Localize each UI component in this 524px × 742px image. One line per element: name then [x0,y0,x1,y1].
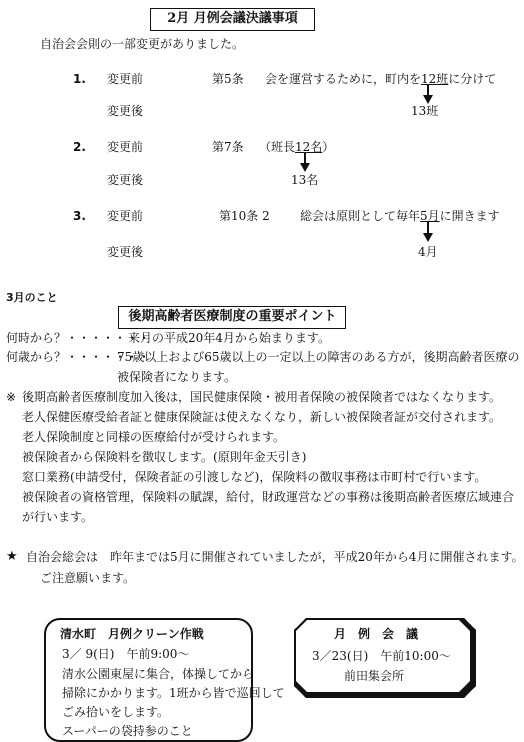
article-label: 第10条 2 [219,209,270,223]
change-number: 3. [73,209,86,223]
section-heading: 3月のこと [6,291,58,304]
note-line: 被保険者から保険料を徴収します。(原則年金天引き) [22,450,307,464]
cleanup-date: 3／ 9(日) 午前9:00～ [62,647,190,661]
text-underlined: 12班 [421,72,449,86]
after-label: 変更後 [107,173,144,187]
arrow-down-icon [300,152,310,172]
star-icon: ★ [6,549,18,564]
meeting-place: 前田集会所 [344,669,405,683]
text-pre: （班長 [259,140,296,154]
new-value: 13班 [411,104,439,118]
who-text: 被保険者になります。 [117,370,237,384]
when-text: 来月の平成20年4月から始まります。 [128,331,330,345]
before-label: 変更前 [107,72,144,86]
change-number: 1. [73,72,86,86]
point-box-title: 後期高齢者医療制度の重要ポイント [128,309,337,324]
before-label: 変更前 [107,140,144,154]
arrow-down-icon [423,84,433,104]
general-meeting-text: ご注意願います。 [40,571,136,585]
text-post: ） [322,140,335,154]
text-underlined: 5月 [420,209,440,223]
cleanup-line: ごみ拾いをします。 [62,705,170,719]
meeting-date: 3／23(日) 午前10:00～ [312,649,451,663]
cleanup-line: 清水公園東屋に集合，体操してから [62,667,255,681]
meeting-title: 月 例 会 議 [334,627,419,641]
general-meeting-text: 自治会総会は 昨年までは5月に開催されていましたが，平成20年から4月に開催されます。 [26,550,524,564]
who-label: 何歳から？・・・・・・・ [6,350,151,364]
text-post: に分けて [448,72,497,86]
note-line: 老人保険制度と同様の医療給付が受けられます。 [22,430,286,444]
new-value: 4月 [418,245,438,259]
page-title: 2月 月例会議決議事項 [167,11,298,26]
article-label: 第7条 [212,140,244,154]
note-line: 窓口業務(申請受付，保険者証の引渡しなど)，保険料の徴収事務は市町村で行います。 [22,470,487,484]
before-label: 変更前 [107,209,144,223]
text-pre: 総会は原則として毎年 [300,209,421,223]
note-line: 後期高齢者医療制度加入後は，国民健康保険・被用者保険の被保険者ではなくなります。 [22,390,502,404]
cleanup-line: 掃除にかかります。1班から皆で巡回して [62,686,285,700]
article-label: 第5条 [212,72,244,86]
cleanup-title: 清水町 月例クリーン作戦 [60,627,204,641]
when-label: 何時から？・・・・・・・ [6,331,151,345]
text-post: に開きます [439,209,500,223]
note-line: 被保険者の資格管理，保険料の賦課，給付，財政運営などの事務は後期高齢者医療広域連合 [22,490,515,504]
article-text [300,209,500,224]
cleanup-line: スーパーの袋持参のこと [62,724,193,738]
arrow-down-icon [423,222,433,242]
intro-text: 自治会会則の一部変更がありました。 [40,37,245,51]
text-underlined: 12名 [295,140,323,154]
change-number: 2. [73,140,86,154]
note-line: 老人保健医療受給者証と健康保険証は使えなくなり，新しい被保険者証が交付されます。 [22,410,502,424]
article-text [265,72,496,87]
who-text: 75歳以上および65歳以上の一定以上の障害のある方が，後期高齢者医療の [117,350,520,364]
note-line: が行います。 [22,510,94,524]
article-text [259,140,334,155]
text-pre: 会を運営するために，町内を [265,72,422,86]
after-label: 変更後 [107,104,144,118]
after-label: 変更後 [107,245,144,259]
new-value: 13名 [291,173,319,187]
note-mark: ※ [6,390,17,404]
